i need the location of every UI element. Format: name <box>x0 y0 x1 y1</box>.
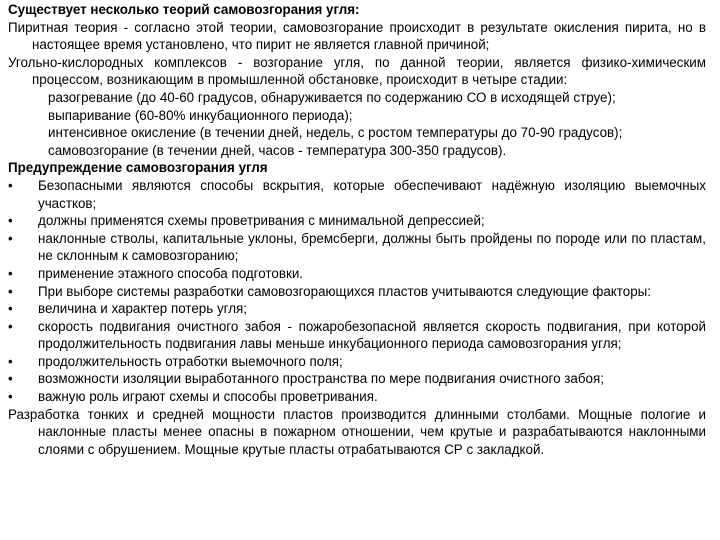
stage-item: интенсивное окисление (в течении дней, недель, с ростом температуры до 70-90 градусов); <box>48 125 623 141</box>
list-item <box>8 318 706 353</box>
paragraph-coal-oxygen-theory: Угольно-кислородных комплексов - возгорание угля, по данной теории, является физико-химическим процессом, возникающим в промышленной обстановке, происходит в четыре стадии: <box>8 54 706 88</box>
list-item-text: скорость подвигания очистного забоя - пожаробезопасной является скорость подвигания, при которой продолжительность подвигания лавы меньше инкубационного периода самовозгорания угля; <box>38 318 706 352</box>
list-item <box>8 370 706 388</box>
list-item <box>8 265 706 283</box>
bullet-icon: • <box>8 283 13 299</box>
list-item <box>8 230 706 265</box>
bullet-icon: • <box>8 230 13 246</box>
list-item <box>8 388 706 406</box>
list-item-text: должны применятся схемы проветривания с минимальной депрессией; <box>38 213 485 229</box>
stage-list <box>8 89 706 159</box>
bullet-icon: • <box>8 265 13 281</box>
list-item <box>8 212 706 230</box>
heading-theories: Существует несколько теорий самовозгорания угля: <box>8 2 360 17</box>
stage-item: разогревание (до 40-60 градусов, обнаруживается по содержанию СО в исходящей струе); <box>48 89 616 105</box>
list-item <box>8 283 706 301</box>
stage-item: выпаривание (60-80% инкубационного периода); <box>48 107 353 123</box>
bullet-icon: • <box>8 353 13 369</box>
list-item-text: продолжительность отработки выемочного поля; <box>38 353 343 369</box>
bullet-icon: • <box>8 318 13 334</box>
paragraph-pyrite-theory: Пиритная теория - согласно этой теории, самовозгорание происходит в результате окисления пирита, но в настоящее время установлено, что пирит не является главной причиной; <box>8 19 706 53</box>
list-item-text: применение этажного способа подготовки. <box>38 265 304 281</box>
prevention-list <box>8 177 706 406</box>
list-item-text: величина и характер потерь угля; <box>38 301 248 317</box>
stage-item: самовозгорание (в течении дней, часов - температура 300-350 градусов). <box>48 142 507 158</box>
list-item-text: важную роль играют схемы и способы проветривания. <box>38 389 378 405</box>
bullet-icon: • <box>8 371 13 387</box>
bullet-icon: • <box>8 177 13 193</box>
bullet-icon: • <box>8 301 13 317</box>
heading-prevention: Предупреждение самовозгорания угля <box>8 160 268 176</box>
bullet-icon: • <box>8 213 13 229</box>
list-item-text: Безопасными являются способы вскрытия, которые обеспечивают надёжную изоляцию выемочных участков; <box>38 177 706 211</box>
paragraph-mining-methods: Разработка тонких и средней мощности пластов производится длинными столбами. Мощные пологие и наклонные пласты менее опасны в пожарном отношении, чем крутые и разрабатываются наклонными слоями с обрушением. Мощные крутые пласты отрабатываются СР с закладкой. <box>8 406 706 457</box>
list-item-text: наклонные стволы, капитальные уклоны, бремсберги, должны быть пройдены по породе или по пластам, не склонным к самовозгоранию; <box>38 230 706 264</box>
list-item-text: При выборе системы разработки самовозгорающихся пластов учитываются следующие факторы: <box>38 283 652 299</box>
bullet-icon: • <box>8 389 13 405</box>
list-item <box>8 300 706 318</box>
list-item <box>8 177 706 212</box>
list-item <box>8 353 706 371</box>
list-item-text: возможности изоляции выработанного пространства по мере подвигания очистного забоя; <box>38 371 604 387</box>
